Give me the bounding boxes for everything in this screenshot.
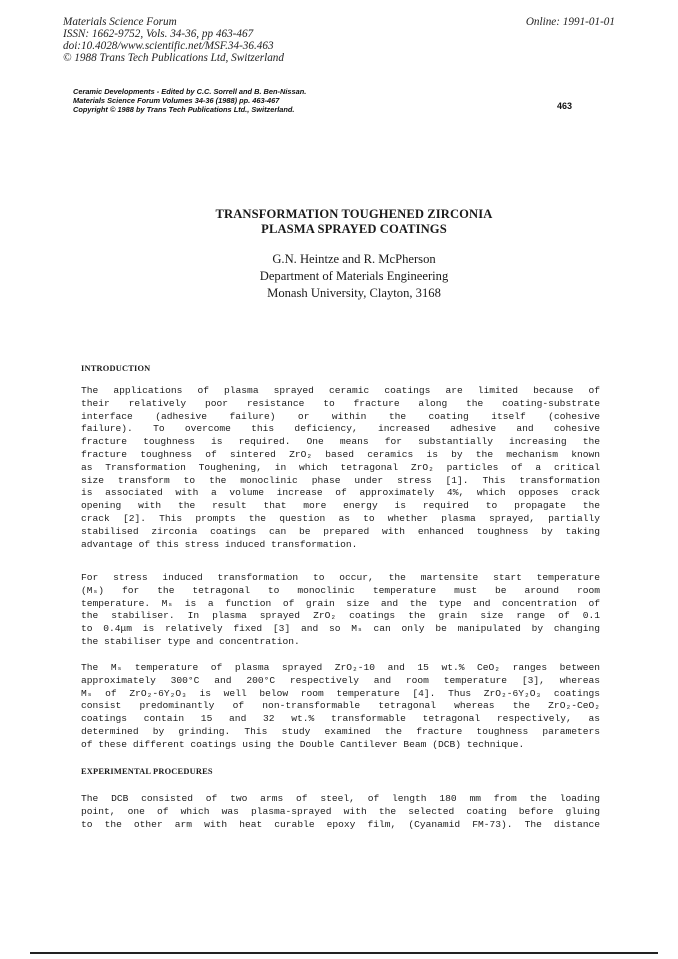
text-line: their relatively poor resistance to fracture along the coating-substrate xyxy=(81,397,600,409)
text-line: point, one of which was plasma-sprayed with the selected coating before gluing xyxy=(81,805,600,817)
title-line-2: PLASMA SPRAYED COATINGS xyxy=(261,222,447,236)
text-line: is associated with a volume increase of approximately 4%, which opposes crack xyxy=(81,487,600,499)
text-line: size transform to the monoclinic phase under stress [1]. This transformation xyxy=(81,474,600,486)
text-line: to 0.4μm is relatively fixed [3] and so Mₛ can only be manipulated by changing xyxy=(81,623,600,635)
author-department: Department of Materials Engineering xyxy=(259,269,449,283)
text-line: the stabiliser. In plasma sprayed ZrO₂ coatings the grain size range of 0.1 xyxy=(81,610,600,622)
section-heading-procedures: EXPERIMENTAL PROCEDURES xyxy=(81,767,213,776)
text-line: crack [2]. This prompts the question as to whether plasma sprayed, partially xyxy=(81,512,600,524)
copyright-line: © 1988 Trans Tech Publications Ltd, Switzerland xyxy=(63,52,284,64)
text-line: fracture toughness of sintered ZrO₂ based ceramics is by the mechanism known xyxy=(81,448,600,460)
text-line: interface (adhesive failure) or within the coating itself (cohesive xyxy=(81,410,600,422)
author-names: G.N. Heintze and R. McPherson xyxy=(272,252,436,266)
text-line: The applications of plasma sprayed ceramic coatings are limited because of xyxy=(81,385,600,396)
title-line-1: TRANSFORMATION TOUGHENED ZIRCONIA xyxy=(215,207,493,221)
footer-rule xyxy=(30,952,658,954)
paper-title xyxy=(0,207,678,237)
page-number: 463 xyxy=(557,101,573,111)
text-line: approximately 300°C and 200°C respectively and room temperature [3], whereas xyxy=(81,674,600,686)
text-line: coatings contain 15 and 32 wt.% transformable tetragonal respectively, as xyxy=(81,713,600,725)
text-line: as Transformation Toughening, in which tetragonal ZrO₂ particles of a critical xyxy=(81,461,600,473)
text-line: The DCB consisted of two arms of steel, of length 180 mm from the loading xyxy=(81,793,600,804)
journal-name: Materials Science Forum xyxy=(63,16,177,28)
paragraph xyxy=(81,662,600,752)
text-line: For stress induced transformation to occur, the martensite start temperature xyxy=(81,572,600,583)
text-line: The Mₛ temperature of plasma sprayed ZrO₂-10 and 15 wt.% CeO₂ ranges between xyxy=(81,662,600,673)
text-line: fracture toughness is required. One means for substantially increasing the xyxy=(81,436,600,448)
text-line: of these different coatings using the Double Cantilever Beam (DCB) technique. xyxy=(81,738,525,750)
section-heading-introduction: INTRODUCTION xyxy=(81,364,151,373)
stamp-line-3: Copyright © 1988 by Trans Tech Publications Ltd., Switzerland. xyxy=(73,105,295,114)
stamp-line-2: Materials Science Forum Volumes 34-36 (1988) pp. 463-467 xyxy=(73,96,280,105)
paragraph xyxy=(81,793,600,831)
text-line: the stabiliser type and concentration. xyxy=(81,635,300,647)
text-line: temperature. Mₛ is a function of grain size and the type and concentration of xyxy=(81,597,600,609)
author-university: Monash University, Clayton, 3168 xyxy=(267,286,441,300)
author-block xyxy=(0,251,678,302)
issn-line: ISSN: 1662-9752, Vols. 34-36, pp 463-467 xyxy=(63,28,254,40)
doi-line: doi:10.4028/www.scientific.net/MSF.34-36.463 xyxy=(63,40,274,52)
online-date: Online: 1991-01-01 xyxy=(525,16,615,28)
text-line: Mₛ of ZrO₂-6Y₂O₃ is well below room temperature [4]. Thus ZrO₂-6Y₂O₃ coatings xyxy=(81,687,600,699)
paragraph xyxy=(81,385,600,551)
text-line: opening with the result that more energy is required to propagate the xyxy=(81,500,600,512)
text-line: consist predominantly of non-transformable tetragonal whereas the ZrO₂-CeO₂ xyxy=(81,700,600,712)
stamp-line-1: Ceramic Developments - Edited by C.C. Sorrell and B. Ben-Nissan. xyxy=(73,87,307,96)
paragraph xyxy=(81,572,600,649)
publication-info xyxy=(63,16,463,64)
text-line: to the other arm with heat curable epoxy film, (Cyanamid FM-73). The distance xyxy=(81,818,600,830)
text-line: failure). To overcome this deficiency, increased adhesive and cohesive xyxy=(81,423,600,435)
text-line: determined by grinding. This study examined the fracture toughness parameters xyxy=(81,725,600,737)
text-line: (Mₛ) for the tetragonal to monoclinic temperature must be around room xyxy=(81,584,600,596)
text-line: stabilised zirconia coatings can be prepared with enhanced toughness by taking xyxy=(81,525,600,537)
volume-stamp xyxy=(73,87,433,114)
text-line: advantage of this stress induced transformation. xyxy=(81,538,358,550)
